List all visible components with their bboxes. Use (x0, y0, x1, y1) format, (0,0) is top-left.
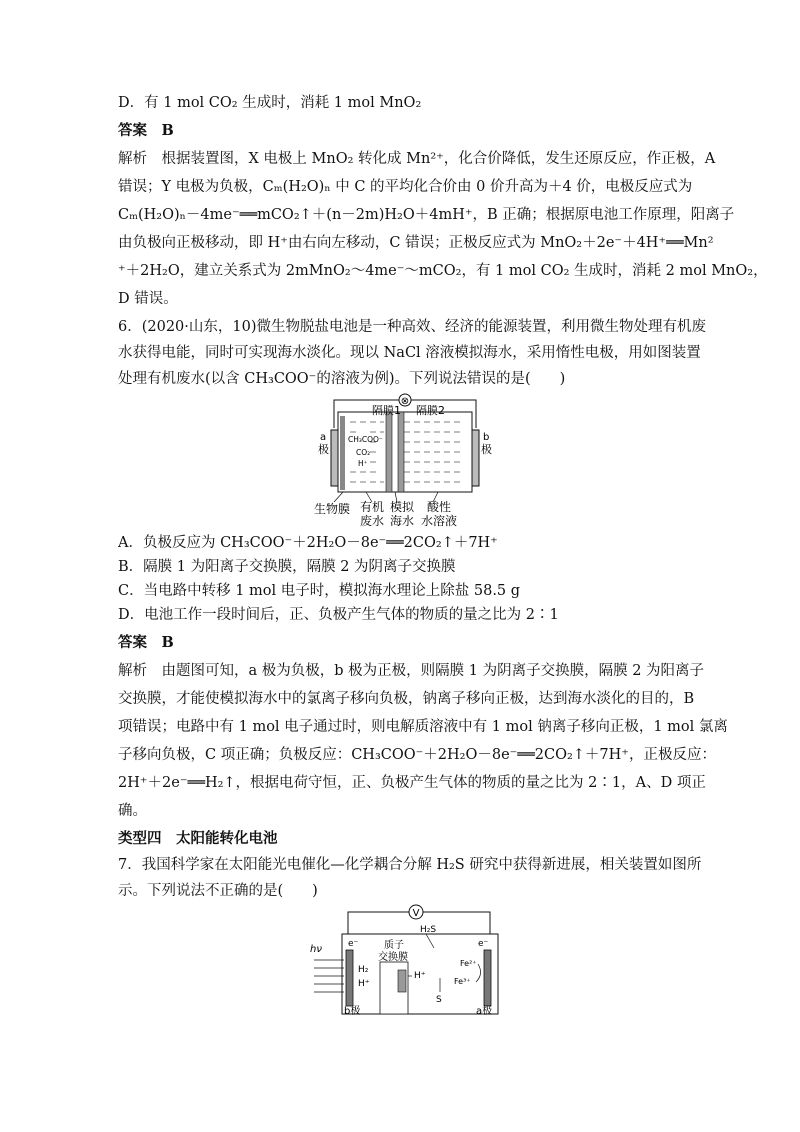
light-label: hν (310, 944, 322, 955)
label-sea-2: 海水 (390, 514, 415, 527)
membrane-label-1: 质子 (384, 940, 404, 951)
electrode-a-label-2: 极 (318, 443, 329, 456)
electrode-a (331, 430, 338, 486)
option-d-q6: D．电池工作一段时间后，正、负极产生气体的物质的量之比为 2∶1 (118, 607, 559, 623)
electrode-a (484, 950, 491, 1006)
question6-line2: 水获得电能，同时可实现海水淡化。现以 NaCl 溶液模拟海水，采用惰性电极，用如图装置 (118, 345, 701, 361)
option-a-q6: A．负极反应为 CH₃COO⁻＋2H₂O－8e⁻══2CO₂↑＋7H⁺ (118, 535, 498, 551)
analysis-q6-line2: 交换膜，才能使模拟海水中的氯离子移向负极，钠离子移向正极，达到海水淡化的目的，B (118, 691, 695, 707)
biofilm (340, 416, 345, 490)
analysis-q5-line5: ⁺＋2H₂O，建立关系式为 2mMnO₂～4me⁻～mCO₂，有 1 mol CO₂ 生成时，消耗 2 mol MnO₂， (118, 263, 768, 279)
voltmeter-label: V (412, 908, 420, 919)
analysis-q5-line3: Cₘ(H₂O)ₙ－4me⁻══mCO₂↑＋(n－2m)H₂O＋4mH⁺，B 正确；根据原电池工作原理，阳离子 (118, 207, 735, 223)
electrode-b (346, 950, 353, 1006)
figure-desalination-cell (300, 392, 510, 527)
label-sea-1: 模拟 (390, 500, 415, 514)
option-c-q6: C．当电路中转移 1 mol 电子时，模拟海水理论上除盐 58.5 g (118, 583, 521, 599)
species-acetate: CH₃COO⁻ (348, 435, 383, 444)
bulb-symbol: ⊗ (400, 396, 410, 407)
electrode-b (472, 430, 479, 486)
label-organic-1: 有机 (360, 500, 385, 514)
answer-q5: 答案 B (118, 122, 174, 139)
hplus-left-label: H⁺ (358, 979, 370, 989)
option-b-q6: B．隔膜 1 为阳离子交换膜，隔膜 2 为阴离子交换膜 (118, 559, 456, 575)
species-hplus: H⁺ (358, 459, 368, 468)
h2-label: H₂ (358, 965, 369, 975)
electrode-a-label: a (320, 432, 327, 443)
light-rays (314, 960, 344, 992)
option-d-q5: D．有 1 mol CO₂ 生成时，消耗 1 mol MnO₂ (118, 95, 422, 111)
analysis-q6-line6: 确。 (118, 803, 147, 819)
label-biofilm: 生物膜 (314, 502, 351, 516)
electrode-b-label-2: 极 (481, 443, 492, 456)
label-acid-2: 水溶液 (421, 514, 458, 527)
membrane-2 (398, 412, 404, 492)
analysis-q5-line2: 错误；Y 电极为负极，Cₘ(H₂O)ₙ 中 C 的平均化合价由 0 价升高为＋4 价，电极反应式为 (118, 179, 693, 195)
electron-right: e⁻ (478, 939, 489, 949)
a-electrode-label: a极 (476, 1006, 493, 1016)
section-heading-type4: 类型四 太阳能转化电池 (118, 830, 278, 847)
fe3-label: Fe³⁺ (454, 977, 471, 986)
question6-line3: 处理有机废水(以含 CH₃COO⁻的溶液为例)。下列说法错误的是( ) (118, 371, 566, 387)
proton-membrane (398, 970, 406, 992)
hplus-mid-label: H⁺ (414, 971, 426, 981)
electrode-b-label: b (483, 432, 490, 443)
analysis-q6-line1: 解析 由题图可知，a 极为负极，b 极为正极，则隔膜 1 为阴离子交换膜，隔膜 2 为阳离子 (118, 663, 705, 679)
analysis-q5-line6: D 错误。 (118, 291, 178, 307)
sulfur-label: S (436, 995, 442, 1005)
analysis-q6-line3: 项错误；电路中有 1 mol 电子通过时，则电解质溶液中有 1 mol 钠离子移向正极，1 mol 氯离 (118, 719, 728, 735)
membrane-label-2: 交换膜 (378, 952, 408, 963)
b-electrode-label: b极 (344, 1006, 361, 1016)
analysis-q5-line1: 解析 根据装置图，X 电极上 MnO₂ 转化成 Mn²⁺，化合价降低，发生还原反应，作正极，A (118, 151, 716, 167)
analysis-q6-line5: 2H⁺＋2e⁻══H₂↑，根据电荷守恒，正、负极产生气体的物质的量之比为 2∶1，A、D 项正 (118, 775, 706, 791)
label-organic-2: 废水 (360, 514, 385, 527)
question6-line1: 6．(2020·山东，10)微生物脱盐电池是一种高效、经济的能源装置，利用微生物处理有机废 (118, 319, 706, 335)
figure-solar-cell (308, 904, 508, 1016)
membrane2-label: 隔膜2 (416, 404, 445, 417)
membrane1-label: 隔膜1 (372, 404, 401, 417)
question7-line2: 示。下列说法不正确的是( ) (118, 883, 318, 899)
answer-q6: 答案 B (118, 634, 174, 651)
membrane-1 (386, 412, 392, 492)
species-co2: CO₂ (356, 448, 371, 457)
analysis-q6-line4: 子移向负极，C 项正确；负极反应：CH₃COO⁻＋2H₂O－8e⁻══2CO₂↑＋7H⁺，正极反应： (118, 747, 716, 763)
electron-left: e⁻ (348, 939, 359, 949)
label-acid-1: 酸性 (427, 500, 452, 514)
h2s-label: H₂S (420, 925, 437, 935)
fe2-label: Fe²⁺ (460, 959, 477, 968)
analysis-q5-line4: 由负极向正极移动，即 H⁺由右向左移动，C 错误；正极反应式为 MnO₂＋2e⁻＋4H⁺══Mn² (118, 235, 714, 251)
question7-line1: 7．我国科学家在太阳能光电催化—化学耦合分解 H₂S 研究中获得新进展，相关装置如图所 (118, 857, 702, 873)
